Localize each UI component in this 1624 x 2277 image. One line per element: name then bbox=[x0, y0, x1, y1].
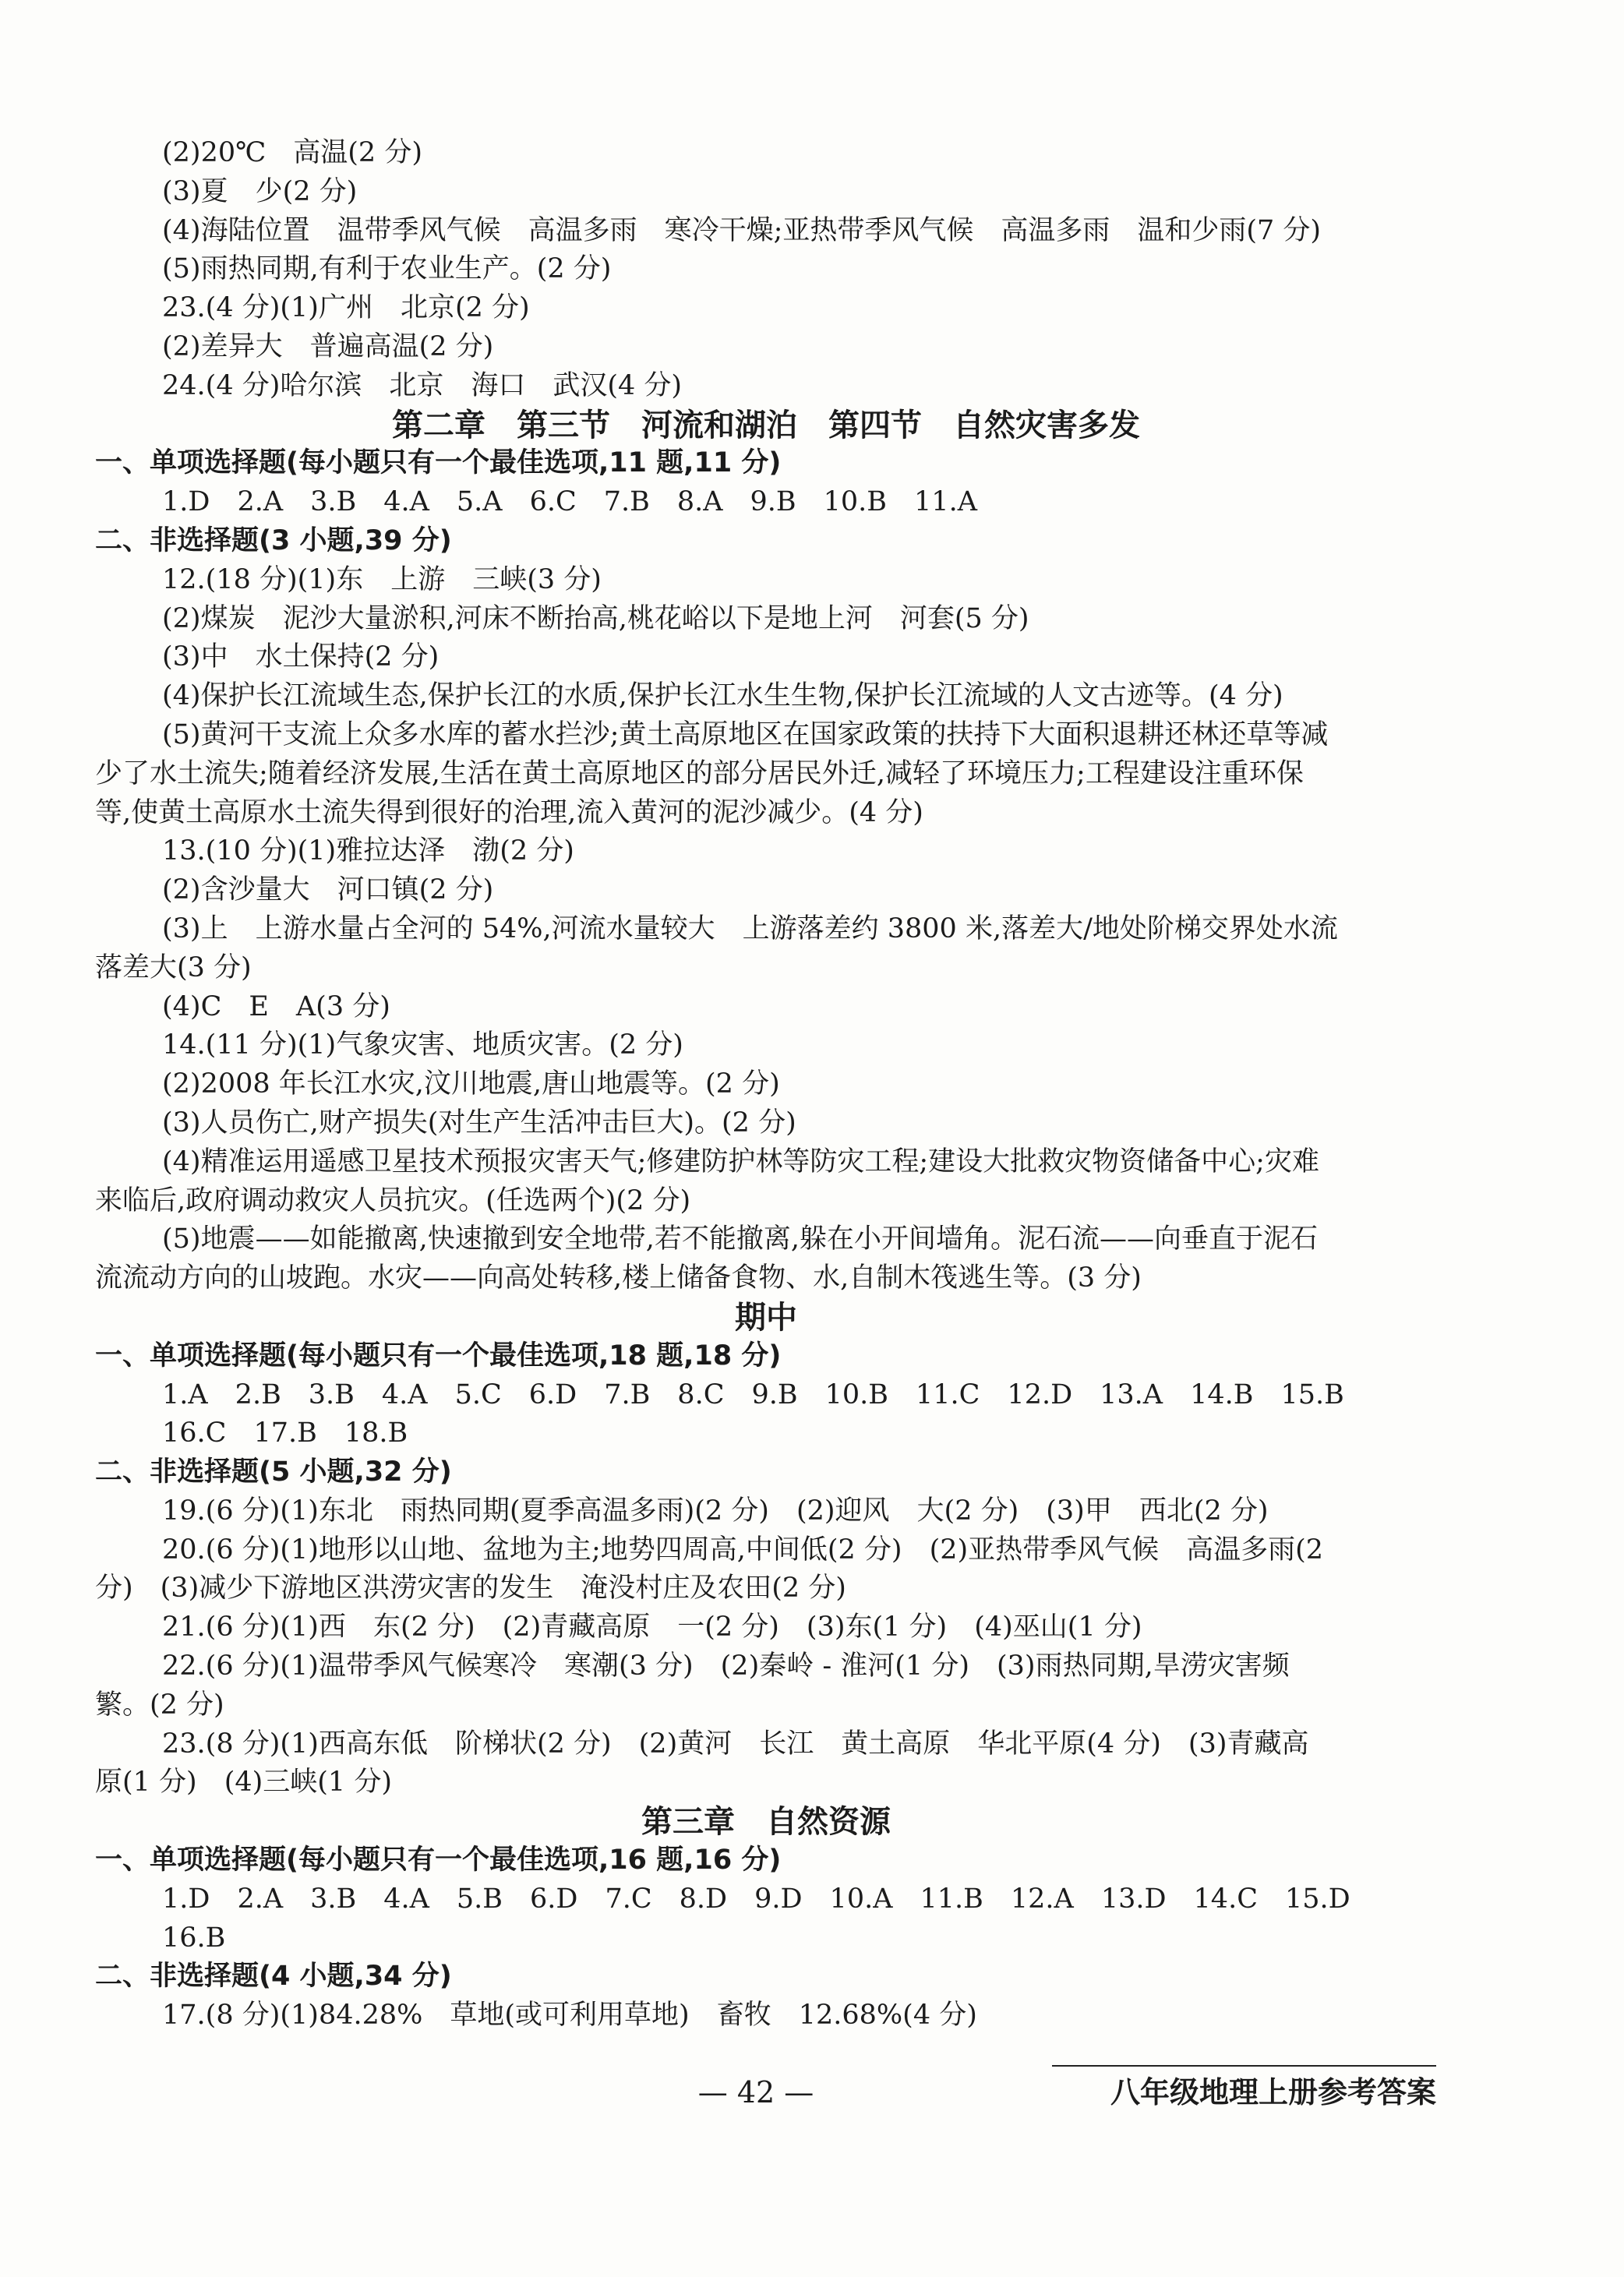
question-type-heading: 二、非选择题(5 小题,32 分) bbox=[95, 1456, 452, 1488]
answer-line: (2)煤炭 泥沙大量淤积,河床不断抬高,桃花峪以下是地上河 河套(5 分) bbox=[162, 602, 1029, 634]
answer-line: 20.(6 分)(1)地形以山地、盆地为主;地势四周高,中间低(2 分) (2)亚热带季风气候 高温多雨(2 bbox=[162, 1534, 1324, 1566]
answer-line-continued: 落差大(3 分) bbox=[95, 951, 252, 983]
answer-line-continued: 分) (3)减少下游地区洪涝灾害的发生 淹没村庄及农田(2 分) bbox=[95, 1573, 846, 1604]
answer-line: 16.C 17.B 18.B bbox=[162, 1417, 408, 1449]
question-type-heading: 一、单项选择题(每小题只有一个最佳选项,11 题,11 分) bbox=[95, 447, 782, 479]
answer-line: 1.A 2.B 3.B 4.A 5.C 6.D 7.B 8.C 9.B 10.B 11.C 12.D 13.A 14.B 15.B bbox=[162, 1379, 1344, 1410]
answer-line: (2)2008 年长江水灾,汶川地震,唐山地震等。(2 分) bbox=[162, 1068, 780, 1100]
answer-line-continued: 原(1 分) (4)三峡(1 分) bbox=[95, 1767, 392, 1799]
answer-line-continued: 少了水土流失;随着经济发展,生活在黄土高原地区的部分居民外迁,减轻了环境压力;工程建设注重环保 bbox=[95, 757, 1304, 789]
answer-line-continued: 流流动方向的山坡跑。水灾——向高处转移,楼上储备食物、水,自制木筏逃生等。(3 分) bbox=[95, 1262, 1142, 1294]
answer-line: 17.(8 分)(1)84.28% 草地(或可利用草地) 畜牧 12.68%(4 分) bbox=[162, 2000, 977, 2032]
question-type-heading: 二、非选择题(3 小题,39 分) bbox=[95, 524, 452, 556]
answer-line: (2)含沙量大 河口镇(2 分) bbox=[162, 874, 494, 906]
answer-line: 22.(6 分)(1)温带季风气候寒冷 寒潮(3 分) (2)秦岭 - 淮河(1 分) (3)雨热同期,旱涝灾害频 bbox=[162, 1650, 1290, 1682]
answer-line: (2)差异大 普遍高温(2 分) bbox=[162, 330, 494, 362]
answer-line: 1.D 2.A 3.B 4.A 5.B 6.D 7.C 8.D 9.D 10.A 11.B 12.A 13.D 14.C 15.D bbox=[162, 1883, 1350, 1915]
answer-line: (5)雨热同期,有利于农业生产。(2 分) bbox=[162, 253, 612, 285]
answer-line: 24.(4 分)哈尔滨 北京 海口 武汉(4 分) bbox=[162, 369, 683, 401]
answer-line: (5)黄河干支流上众多水库的蓄水拦沙;黄土高原地区在国家政策的扶持下大面积退耕还林还草等减 bbox=[162, 718, 1329, 750]
answer-line: 13.(10 分)(1)雅拉达泽 渤(2 分) bbox=[162, 835, 574, 867]
answer-line: (4)海陆位置 温带季风气候 高温多雨 寒冷干燥;亚热带季风气候 高温多雨 温和少雨(7 分) bbox=[162, 214, 1322, 246]
chapter-heading: 期中 bbox=[735, 1298, 797, 1336]
page-number: — 42 — bbox=[697, 2075, 814, 2109]
answer-line: (5)地震——如能撤离,快速撤到安全地带,若不能撤离,躲在小开间墙角。泥石流——向垂直于泥石 bbox=[162, 1223, 1318, 1255]
answer-line: (3)上 上游水量占全河的 54%,河流水量较大 上游落差约 3800 米,落差大/地处阶梯交界处水流 bbox=[162, 913, 1338, 944]
answer-line-continued: 繁。(2 分) bbox=[95, 1689, 224, 1721]
answer-content bbox=[95, 134, 1437, 2035]
footer-rule bbox=[1052, 2065, 1436, 2067]
answer-line: 23.(4 分)(1)广州 北京(2 分) bbox=[162, 292, 530, 324]
footer-book-title: 八年级地理上册参考答案 bbox=[1110, 2075, 1436, 2109]
answer-line: (2)20℃ 高温(2 分) bbox=[162, 137, 422, 168]
question-type-heading: 二、非选择题(4 小题,34 分) bbox=[95, 1961, 452, 1993]
answer-line: (3)中 水土保持(2 分) bbox=[162, 641, 440, 673]
chapter-heading: 第三章 自然资源 bbox=[641, 1803, 891, 1841]
question-type-heading: 一、单项选择题(每小题只有一个最佳选项,18 题,18 分) bbox=[95, 1340, 782, 1371]
answer-line: 14.(11 分)(1)气象灾害、地质灾害。(2 分) bbox=[162, 1029, 683, 1061]
answer-line: 16.B bbox=[162, 1922, 226, 1954]
answer-line-continued: 等,使黄土高原水土流失得到很好的治理,流入黄河的泥沙减少。(4 分) bbox=[95, 796, 923, 828]
answer-line: 21.(6 分)(1)西 东(2 分) (2)青藏高原 一(2 分) (3)东(1 分) (4)巫山(1 分) bbox=[162, 1612, 1142, 1643]
answer-line: 19.(6 分)(1)东北 雨热同期(夏季高温多雨)(2 分) (2)迎风 大(2 分) (3)甲 西北(2 分) bbox=[162, 1495, 1269, 1527]
answer-line: 12.(18 分)(1)东 上游 三峡(3 分) bbox=[162, 563, 602, 595]
chapter-heading: 第二章 第三节 河流和湖泊 第四节 自然灾害多发 bbox=[392, 406, 1140, 443]
answer-line: 1.D 2.A 3.B 4.A 5.A 6.C 7.B 8.A 9.B 10.B 11.A bbox=[162, 486, 977, 518]
answer-line: (3)人员伤亡,财产损失(对生产生活冲击巨大)。(2 分) bbox=[162, 1107, 796, 1138]
answer-line: (3)夏 少(2 分) bbox=[162, 175, 358, 207]
answer-line: (4)精准运用遥感卫星技术预报灾害天气;修建防护林等防灾工程;建设大批救灾物资储备中心;灾难 bbox=[162, 1146, 1319, 1177]
answer-line: 23.(8 分)(1)西高东低 阶梯状(2 分) (2)黄河 长江 黄土高原 华北平原(4 分) (3)青藏高 bbox=[162, 1728, 1309, 1760]
question-type-heading: 一、单项选择题(每小题只有一个最佳选项,16 题,16 分) bbox=[95, 1845, 782, 1876]
answer-line-continued: 来临后,政府调动救灾人员抗灾。(任选两个)(2 分) bbox=[95, 1184, 691, 1216]
answer-line: (4)C E A(3 分) bbox=[162, 990, 390, 1022]
answer-line: (4)保护长江流域生态,保护长江的水质,保护长江水生生物,保护长江流域的人文古迹等。(4 分) bbox=[162, 680, 1283, 712]
